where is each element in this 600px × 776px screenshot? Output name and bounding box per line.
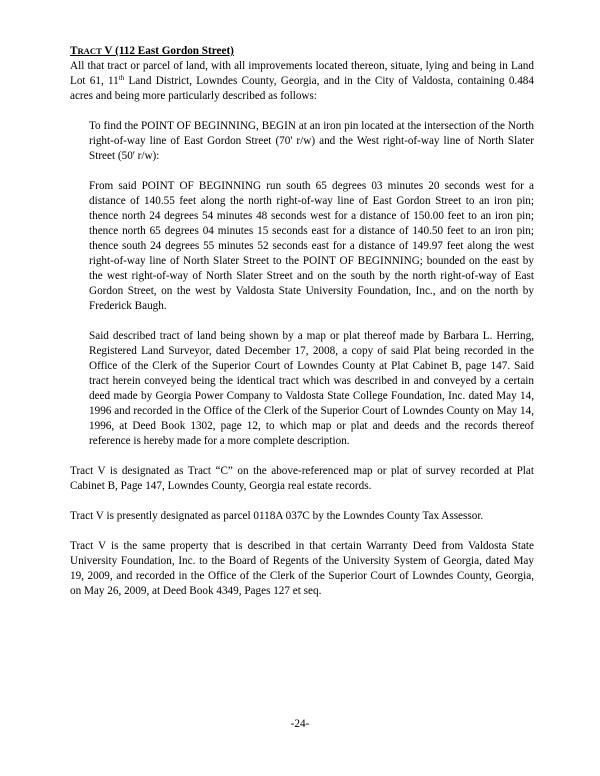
- designation-plat-paragraph: Tract V is designated as Tract “C” on the above-referenced map or plat of survey recorded at Plat Cabinet B, Page 147, Lowndes County, Georgia real estate records.: [70, 465, 534, 492]
- warranty-deed-paragraph: Tract V is the same property that is described in that certain Warranty Deed from Valdosta State University Foundation, Inc. to the Board of Regents of the University System of Georgia, dated May 19, 2009, and recorded in the Office of the Clerk of the Superior Court of Lowndes County, Georgia, on May 26, 2009, at Deed Book 4349, Pages 127 et seq.: [70, 540, 534, 597]
- intro-text-start: All that tract or parcel of land, with all improvements located thereon, situate, lying and being in Land Lot 61, 11: [70, 60, 534, 87]
- heading-small-caps: RACT: [77, 46, 102, 56]
- document-body: [70, 44, 534, 599]
- intro-text-end: Land District, Lowndes County, Georgia, and in the City of Valdosta, containing 0.484 acres and being more particularly described as follows:: [70, 75, 534, 102]
- designation-parcel-paragraph: Tract V is presently designated as parcel 0118A 037C by the Lowndes County Tax Assessor.: [70, 510, 484, 522]
- page-number: -24-: [290, 718, 310, 730]
- section-heading: [70, 44, 534, 59]
- heading-rest: V (112 East Gordon Street): [101, 45, 234, 57]
- intro-paragraph: [70, 59, 534, 104]
- courses-paragraph: From said POINT OF BEGINNING run south 65 degrees 03 minutes 20 seconds west for a distance of 140.55 feet along the north right-of-way line of East Gordon Street to an iron pin; thence north 24 degrees 54 minutes 48 seconds west for a distance of 150.00 feet to an iron pin; thence north 65 degrees 04 minutes 15 seconds east for a distance of 140.50 feet to an iron pin; thence south 24 degrees 55 minutes 52 seconds east for a distance of 149.97 feet along the west right-of-way line of North Slater Street to the POINT OF BEGINNING; bounded on the east by the west right-of-way of North Slater Street and on the south by the north right-of-way of East Gordon Street, on the west by Valdosta State University Foundation, Inc., and on the north by Frederick Baugh.: [89, 180, 534, 312]
- intro-superscript: th: [118, 74, 125, 82]
- plat-paragraph: Said described tract of land being shown by a map or plat thereof made by Barbara L. Herring, Registered Land Surveyor, dated December 17, 2008, a copy of said Plat being recorded in the Office of the Clerk of the Superior Court of Lowndes County at Plat Cabinet B, page 147. Said tract herein conveyed being the identical tract which was described in and conveyed by a certain deed made by Georgia Power Company to Valdosta State College Foundation, Inc. dated May 14, 1996 and recorded in the Office of the Clerk of the Superior Court of Lowndes County on May 14, 1996, at Deed Book 1302, page 12, to which map or plat and deeds and the records thereof reference is hereby made for a more complete description.: [89, 330, 534, 447]
- point-of-beginning-paragraph: To find the POINT OF BEGINNING, BEGIN at an iron pin located at the intersection of the North right-of-way line of East Gordon Street (70' r/w) and the West right-of-way line of North Slater Street (50' r/w):: [89, 120, 534, 162]
- heading-initial: T: [70, 45, 78, 57]
